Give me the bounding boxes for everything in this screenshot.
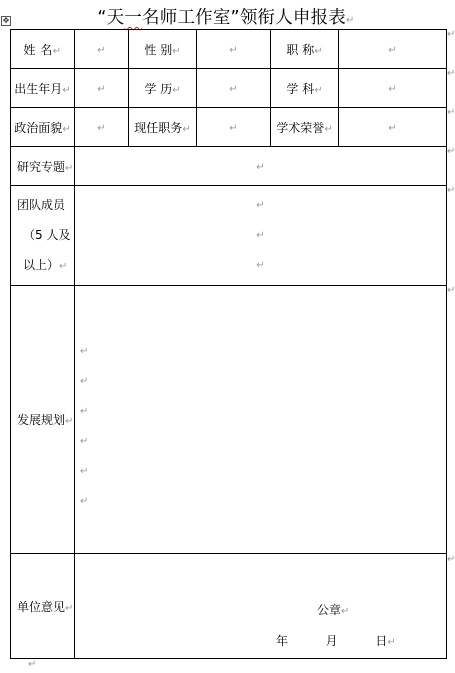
- row-end-mark: ↵: [447, 29, 455, 40]
- title-spellcheck-word: 一: [124, 8, 143, 28]
- education-value-cell[interactable]: ↵: [197, 69, 271, 108]
- honor-label-cell: 学术荣誉↵: [271, 108, 339, 147]
- application-form-table: [10, 29, 447, 659]
- gender-label-cell: 性 别↵: [129, 30, 197, 69]
- official-seal-label: 公章↵: [317, 603, 350, 617]
- row-end-mark: ↵: [447, 107, 455, 118]
- education-label-cell: 学 历↵: [129, 69, 197, 108]
- page-title: [0, 4, 452, 29]
- table-row: [11, 30, 447, 69]
- research-label-cell: 研究专题↵: [11, 147, 75, 186]
- paragraph-mark-icon: ↵: [346, 15, 355, 26]
- honor-value-cell[interactable]: ↵: [339, 108, 447, 147]
- title-value-cell[interactable]: ↵: [339, 30, 447, 69]
- plan-label-cell: 发展规划↵: [11, 286, 75, 554]
- birth-label-cell: 出生年月↵: [11, 69, 75, 108]
- row-end-mark: ↵: [447, 285, 455, 296]
- table-row: [11, 186, 447, 286]
- table-move-handle[interactable]: ✥: [2, 16, 10, 25]
- title-rest: 名师工作室”领衔人申报表: [142, 8, 347, 28]
- row-end-mark: ↵: [447, 68, 455, 79]
- title-label-cell: 职 称↵: [271, 30, 339, 69]
- name-label-cell: 姓 名↵: [11, 30, 75, 69]
- table-row: [11, 69, 447, 108]
- politics-value-cell[interactable]: ↵: [75, 108, 129, 147]
- table-row: [11, 286, 447, 554]
- date-day: 日: [375, 634, 388, 648]
- opinion-label-cell: 单位意见↵: [11, 554, 75, 659]
- date-month: 月: [325, 634, 338, 648]
- position-value-cell[interactable]: ↵: [197, 108, 271, 147]
- name-value-cell[interactable]: ↵: [75, 30, 129, 69]
- table-row: [11, 147, 447, 186]
- trailing-paragraph-mark: ↵: [28, 659, 37, 670]
- plan-value-cell[interactable]: [75, 286, 447, 554]
- subject-label-cell: 学 科↵: [271, 69, 339, 108]
- position-label-cell: 现任职务↵: [129, 108, 197, 147]
- row-end-mark: ↵: [447, 146, 455, 157]
- row-end-mark: ↵: [447, 185, 455, 196]
- table-row: [11, 108, 447, 147]
- row-end-mark: ↵: [447, 554, 455, 565]
- politics-label-cell: 政治面貌↵: [11, 108, 75, 147]
- plan-paragraph-marks: ↵ ↵ ↵ ↵ ↵ ↵: [80, 346, 89, 507]
- team-value-cell[interactable]: ↵ ↵ ↵: [75, 186, 447, 286]
- birth-value-cell[interactable]: ↵: [75, 69, 129, 108]
- team-label-cell: 团队成员 （5 人及 以上）↵: [11, 186, 75, 286]
- date-year: 年: [276, 634, 289, 648]
- title-prefix: “天: [97, 8, 125, 28]
- research-value-cell[interactable]: ↵: [75, 147, 447, 186]
- gender-value-cell[interactable]: ↵: [197, 30, 271, 69]
- signature-date: 年 月 日↵: [276, 634, 396, 648]
- subject-value-cell[interactable]: ↵: [339, 69, 447, 108]
